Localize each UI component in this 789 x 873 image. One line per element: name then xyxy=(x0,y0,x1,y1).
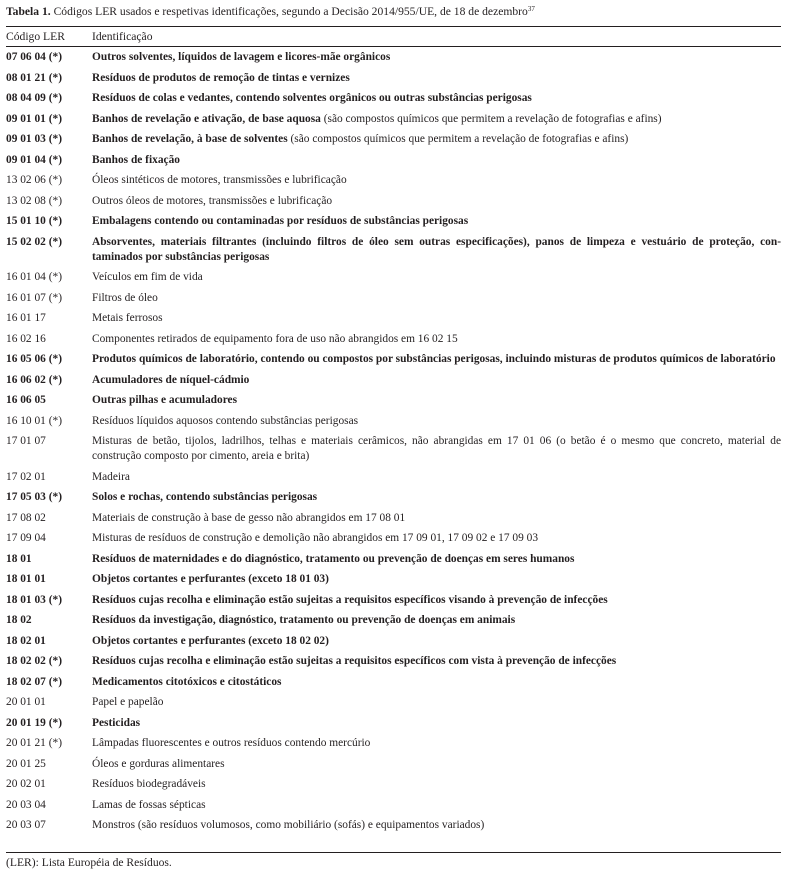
waste-identification xyxy=(92,757,781,772)
waste-code: 16 01 17 xyxy=(6,312,46,324)
table-row xyxy=(6,412,781,433)
waste-code: 09 01 01 (*) xyxy=(6,112,62,125)
table-row xyxy=(6,591,781,612)
identification-text: Misturas de resíduos de construção e demolição não abrangidos em 17 09 01, 17 09 02 e 17 09 03 xyxy=(92,532,539,544)
waste-code: 17 05 03 (*) xyxy=(6,491,62,503)
waste-code: 07 06 04 (*) xyxy=(6,51,62,63)
waste-code: 18 02 xyxy=(6,614,32,626)
waste-code: 15 01 10 (*) xyxy=(6,215,62,227)
identification-text: Resíduos de produtos de remoção de tintas e vernizes xyxy=(92,71,350,84)
bottom-rule xyxy=(6,852,781,853)
waste-identification xyxy=(92,593,781,608)
identification-text: Resíduos cujas recolha e eliminação estão sujeitas a requisitos específicos com vista à prevenção de infecções xyxy=(92,655,617,667)
table-row xyxy=(6,488,781,509)
table-row xyxy=(6,550,781,571)
identification-text: Veículos em fim de vida xyxy=(92,271,203,283)
table-row xyxy=(6,110,781,131)
table-row xyxy=(6,289,781,310)
identification-text: Banhos de revelação e ativação, de base aquosa xyxy=(92,112,321,125)
table-row xyxy=(6,632,781,653)
table-row xyxy=(6,212,781,233)
identification-text: Acumuladores de níquel-cádmio xyxy=(92,373,250,386)
waste-code: 18 02 01 xyxy=(6,634,46,647)
identification-text: Produtos químicos de laboratório, contendo ou compostos por substâncias perigosas, incluindo misturas de produtos químicos de laboratório xyxy=(92,353,776,365)
header-code: Código LER xyxy=(6,30,65,43)
identification-text: Objetos cortantes e perfurantes (exceto 18 02 02) xyxy=(92,634,329,647)
waste-identification xyxy=(92,634,781,649)
waste-code: 18 01 xyxy=(6,552,32,565)
waste-code: 16 01 07 (*) xyxy=(6,291,62,304)
table-row xyxy=(6,330,781,351)
waste-identification xyxy=(92,311,781,326)
identification-text: Pesticidas xyxy=(92,716,141,729)
waste-code: 17 08 02 xyxy=(6,511,46,524)
table-row xyxy=(6,755,781,776)
table-row xyxy=(6,309,781,330)
table-body xyxy=(6,48,781,837)
identification-text: Componentes retirados de equipamento fora de uso não abrangidos em 16 02 15 xyxy=(92,332,458,345)
identification-text: Outros óleos de motores, transmissões e lubrificação xyxy=(92,194,333,207)
table-row xyxy=(6,350,781,371)
table-row xyxy=(6,171,781,192)
waste-identification xyxy=(92,332,781,347)
table-caption xyxy=(6,5,786,19)
waste-code: 17 02 01 xyxy=(6,470,46,483)
identification-text: Papel e papelão xyxy=(92,696,164,708)
waste-identification xyxy=(92,173,781,188)
waste-identification xyxy=(92,132,781,147)
waste-identification xyxy=(92,531,781,546)
identification-text: Absorventes, materiais filtrantes (incluindo filtros de óleo sem outras especificações), panos de limpeza e vestuário de proteção, con- taminados por substâncias perigosas xyxy=(92,235,781,263)
waste-identification xyxy=(92,470,781,485)
table-row xyxy=(6,268,781,289)
waste-code: 20 01 21 (*) xyxy=(6,737,62,749)
waste-identification xyxy=(92,112,781,127)
waste-identification xyxy=(92,572,781,587)
waste-identification xyxy=(92,777,781,792)
table-row xyxy=(6,734,781,755)
identification-text: Metais ferrosos xyxy=(92,312,163,324)
table-row xyxy=(6,693,781,714)
table-row xyxy=(6,192,781,213)
identification-text: Óleos e gorduras alimentares xyxy=(92,757,225,770)
waste-code: 15 02 02 (*) xyxy=(6,235,62,248)
table-row xyxy=(6,529,781,550)
identification-text: Misturas de betão, tijolos, ladrilhos, telhas e materiais cerâmicos, não abrangidas em 17 01 06 (o betão é o mesmo que concreto, material de construção composto por cimento, areia e brita) xyxy=(92,435,781,462)
table-row xyxy=(6,816,781,837)
table-row xyxy=(6,371,781,392)
waste-code: 16 06 05 xyxy=(6,394,46,406)
table-row xyxy=(6,69,781,90)
waste-code: 18 02 02 (*) xyxy=(6,655,62,667)
waste-identification xyxy=(92,675,781,690)
table-row xyxy=(6,611,781,632)
waste-code: 08 04 09 (*) xyxy=(6,92,62,104)
top-rule xyxy=(6,26,781,27)
identification-text: Filtros de óleo xyxy=(92,291,158,304)
waste-code: 13 02 08 (*) xyxy=(6,194,62,207)
waste-identification xyxy=(92,490,781,505)
caption-label: Tabela 1. xyxy=(6,5,51,18)
waste-code: 09 01 03 (*) xyxy=(6,133,62,145)
waste-identification xyxy=(92,352,781,367)
table-row xyxy=(6,714,781,735)
waste-identification xyxy=(92,414,781,429)
waste-identification xyxy=(92,194,781,209)
identification-text: Resíduos da investigação, diagnóstico, tratamento ou prevenção de doenças em animais xyxy=(92,614,516,626)
waste-identification xyxy=(92,798,781,813)
table-row xyxy=(6,673,781,694)
waste-identification xyxy=(92,393,781,408)
identification-text: Resíduos líquidos aquosos contendo substâncias perigosas xyxy=(92,414,359,427)
identification-text: Lâmpadas fluorescentes e outros resíduos contendo mercúrio xyxy=(92,737,371,749)
waste-identification xyxy=(92,736,781,751)
waste-code: 08 01 21 (*) xyxy=(6,71,62,84)
identification-text: Medicamentos citotóxicos e citostáticos xyxy=(92,675,282,688)
waste-code: 20 02 01 xyxy=(6,778,46,790)
identification-text: Resíduos cujas recolha e eliminação estão sujeitas a requisitos específicos visando à prevenção de infecções xyxy=(92,593,608,606)
identification-text: Resíduos de colas e vedantes, contendo solventes orgânicos ou outras substâncias perigosas xyxy=(92,92,532,104)
waste-identification xyxy=(92,291,781,306)
waste-identification xyxy=(92,71,781,86)
waste-code: 17 01 07 xyxy=(6,435,46,447)
table-row xyxy=(6,570,781,591)
waste-identification xyxy=(92,654,781,669)
header-rule xyxy=(6,46,781,47)
identification-text: Óleos sintéticos de motores, transmissões e lubrificação xyxy=(92,174,347,186)
waste-identification xyxy=(92,50,781,65)
waste-code: 20 03 07 xyxy=(6,819,46,831)
header-identification: Identificação xyxy=(92,30,153,43)
waste-identification xyxy=(92,818,781,833)
table-row xyxy=(6,151,781,172)
waste-identification xyxy=(92,613,781,628)
waste-identification xyxy=(92,373,781,388)
table-row xyxy=(6,130,781,151)
table-row xyxy=(6,48,781,69)
table-row xyxy=(6,432,781,468)
waste-code: 16 06 02 (*) xyxy=(6,373,62,386)
identification-text: Resíduos de maternidades e do diagnóstico, tratamento ou prevenção de doenças em seres humanos xyxy=(92,552,575,565)
caption-text: Códigos LER usados e respetivas identificações, segundo a Decisão 2014/955/UE, de 18 de dezembro xyxy=(50,5,528,18)
waste-code: 16 02 16 xyxy=(6,332,46,345)
identification-text: Lamas de fossas sépticas xyxy=(92,798,206,811)
waste-code: 16 10 01 (*) xyxy=(6,414,62,427)
table-footnote: (LER): Lista Européia de Resíduos. xyxy=(6,856,172,869)
table-row xyxy=(6,468,781,489)
waste-code: 16 05 06 (*) xyxy=(6,353,62,365)
waste-code: 18 01 03 (*) xyxy=(6,593,62,606)
identification-text: Madeira xyxy=(92,470,130,483)
waste-code: 20 01 25 xyxy=(6,757,46,770)
table-row xyxy=(6,509,781,530)
identification-text: Banhos de revelação, à base de solventes xyxy=(92,133,288,145)
caption-reference: 37 xyxy=(527,5,535,13)
identification-text: Objetos cortantes e perfurantes (exceto 18 01 03) xyxy=(92,573,329,585)
waste-identification xyxy=(92,153,781,168)
table-row xyxy=(6,233,781,269)
table-row xyxy=(6,391,781,412)
identification-note: (são compostos químicos que permitem a revelação de fotografias e afins) xyxy=(320,112,662,125)
waste-code: 09 01 04 (*) xyxy=(6,153,62,166)
waste-identification xyxy=(92,695,781,710)
waste-code: 18 02 07 (*) xyxy=(6,675,62,688)
waste-identification xyxy=(92,552,781,567)
table-header xyxy=(6,29,781,47)
waste-identification xyxy=(92,214,781,229)
waste-identification xyxy=(92,716,781,731)
identification-text: Banhos de fixação xyxy=(92,153,180,166)
waste-code: 20 01 01 xyxy=(6,696,46,708)
waste-identification xyxy=(92,91,781,106)
waste-identification xyxy=(92,235,781,265)
identification-note: (são compostos químicos que permitem a revelação de fotografias e afins) xyxy=(287,133,629,145)
identification-text: Materiais de construção à base de gesso não abrangidos em 17 08 01 xyxy=(92,511,406,524)
waste-identification xyxy=(92,511,781,526)
waste-identification xyxy=(92,434,781,464)
identification-text: Monstros (são resíduos volumosos, como mobiliário (sofás) e equipamentos variados) xyxy=(92,819,485,831)
waste-code: 16 01 04 (*) xyxy=(6,271,62,283)
waste-code: 20 01 19 (*) xyxy=(6,716,62,729)
table-row xyxy=(6,89,781,110)
waste-code: 18 01 01 xyxy=(6,573,46,585)
identification-text: Solos e rochas, contendo substâncias perigosas xyxy=(92,491,318,503)
table-row xyxy=(6,775,781,796)
identification-text: Outras pilhas e acumuladores xyxy=(92,394,238,406)
waste-identification xyxy=(92,270,781,285)
waste-code: 13 02 06 (*) xyxy=(6,174,62,186)
identification-text: Embalagens contendo ou contaminadas por resíduos de substâncias perigosas xyxy=(92,215,469,227)
waste-code: 20 03 04 xyxy=(6,798,46,811)
identification-text: Resíduos biodegradáveis xyxy=(92,778,206,790)
table-row xyxy=(6,652,781,673)
identification-text: Outros solventes, líquidos de lavagem e licores-mãe orgânicos xyxy=(92,51,391,63)
waste-code: 17 09 04 xyxy=(6,532,46,544)
table-row xyxy=(6,796,781,817)
